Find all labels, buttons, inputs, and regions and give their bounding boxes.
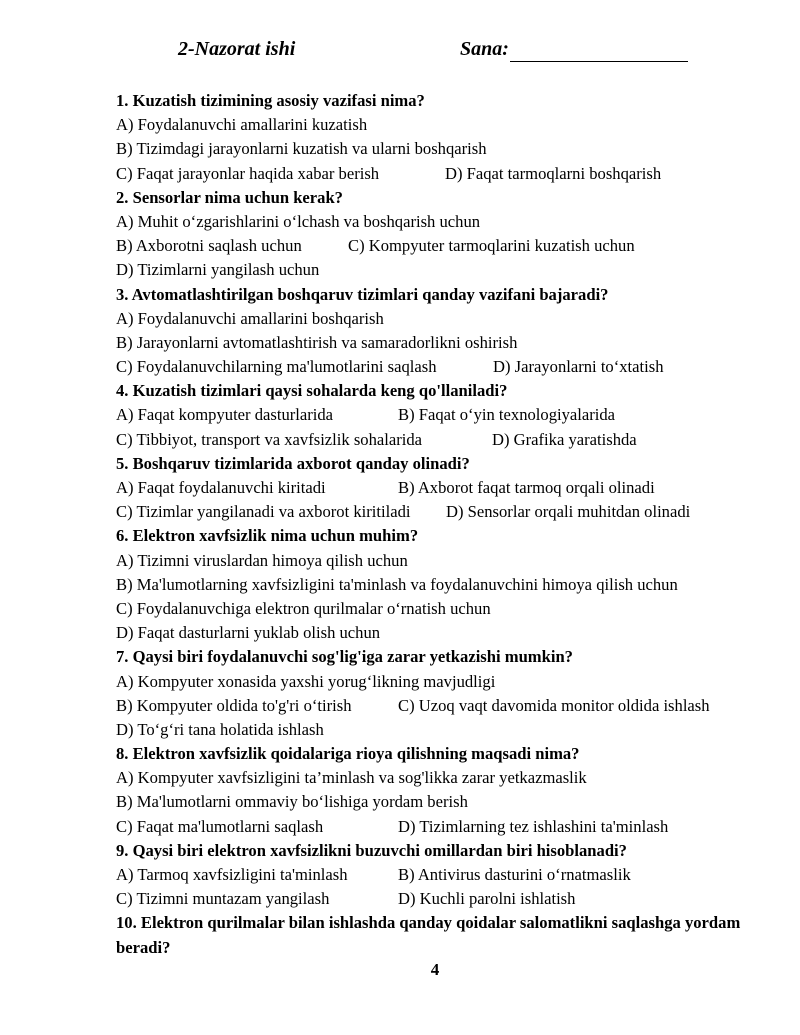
answer-4a: A) Faqat kompyuter dasturlarida [116,405,334,425]
question-1: 1. Kuzatish tizimining asosiy vazifasi nima? [116,91,425,110]
answer-7d: D) To‘g‘ri tana holatida ishlash [116,719,324,739]
answer-1c: C) Faqat jarayonlar haqida xabar berish [116,163,380,183]
question-6: 6. Elektron xavfsizlik nima uchun muhim? [116,526,419,546]
answer-8b: B) Ma'lumotlarni ommaviy bo‘lishiga yordam berish [116,792,468,812]
answer-4c: C) Tibbiyot, transport va xavfsizlik sohalarida [116,429,423,449]
answer-6a: A) Tizimni viruslardan himoya qilish uchun [116,550,408,570]
answer-9b: B) Antivirus dasturini o‘rnatmaslik [398,865,631,884]
answer-2b: B) Axborotni saqlash uchun [116,236,302,256]
answer-row [116,815,756,839]
answer-row [116,234,756,258]
answer-6c: C) Foydalanuvchiga elektron qurilmalar o‘rnatish uchun [116,598,491,618]
answer-row [116,476,756,500]
answer-5a: A) Faqat foydalanuvchi kiritadi [116,478,326,497]
answer-row [116,162,756,186]
answer-8a: A) Kompyuter xavfsizligini ta’minlash va sog'likka zarar yetkazmaslik [116,768,587,788]
answer-9d: D) Kuchli parolni ishlatish [398,889,576,909]
question-10: 10. Elektron qurilmalar bilan ishlashda qanday qoidalar salomatlikni saqlashga yordam beradi? [116,913,741,957]
answer-7b: B) Kompyuter oldida to'g'ri o‘tirish [116,695,352,715]
answer-row [116,863,756,887]
question-2: 2. Sensorlar nima uchun kerak? [116,187,343,207]
answer-6b: B) Ma'lumotlarning xavfsizligini ta'minlash va foydalanuvchini himoya qilish uchun [116,574,678,594]
answer-row [116,500,756,524]
answer-7c: C) Uzoq vaqt davomida monitor oldida ishlash [398,695,710,715]
answer-8c: C) Faqat ma'lumotlarni saqlash [116,816,324,836]
answer-4d: D) Grafika yaratishda [492,429,637,449]
date-blank-line [510,61,688,62]
question-8: 8. Elektron xavfsizlik qoidalariga rioya qilishning maqsadi nima? [116,744,580,764]
answer-5b: B) Axborot faqat tarmoq orqali olinadi [398,478,655,497]
answer-row [116,428,756,452]
answer-4b: B) Faqat o‘yin texnologiyalarida [398,405,616,425]
answer-3c: C) Foydalanuvchilarning ma'lumotlarini saqlash [116,357,437,377]
question-4: 4. Kuzatish tizimlari qaysi sohalarda keng qo'llaniladi? [116,381,508,401]
answer-2a: A) Muhit o‘zgarishlarini o‘lchash va boshqarish uchun [116,211,481,231]
answer-9c: C) Tizimni muntazam yangilash [116,889,330,909]
answer-3b: B) Jarayonlarni avtomatlashtirish va samaradorlikni oshirish [116,332,518,352]
answer-2c: C) Kompyuter tarmoqlarini kuzatish uchun [348,236,635,256]
answer-8d: D) Tizimlarning tez ishlashini ta'minlash [398,816,669,836]
answer-6d: D) Faqat dasturlarni yuklab olish uchun [116,623,381,643]
answer-5d: D) Sensorlar orqali muhitdan olinadi [446,502,691,522]
question-3: 3. Avtomatlashtirilgan boshqaruv tizimlari qanday vazifani bajaradi? [116,284,609,304]
question-7: 7. Qaysi biri foydalanuvchi sog'lig'iga zarar yetkazishi mumkin? [116,647,573,667]
answer-row [116,403,756,427]
question-9: 9. Qaysi biri elektron xavfsizlikni buzuvchi omillardan biri hisoblanadi? [116,840,627,860]
answer-row [116,694,756,718]
page-title: 2-Nazorat ishi [178,38,296,60]
answer-1b: B) Tizimdagi jarayonlarni kuzatish va ularni boshqarish [116,139,487,159]
date-label: Sana: [460,38,509,60]
answer-row [116,887,756,911]
page-number: 4 [430,960,440,979]
question-5: 5. Boshqaruv tizimlarida axborot qanday olinadi? [116,453,470,473]
answer-1a: A) Foydalanuvchi amallarini kuzatish [116,115,368,135]
questions-list [116,89,756,960]
answer-7a: A) Kompyuter xonasida yaxshi yorug‘likning mavjudligi [116,671,496,691]
answer-2d: D) Tizimlarni yangilash uchun [116,260,320,280]
header [0,38,800,66]
answer-1d: D) Faqat tarmoqlarni boshqarish [445,163,662,183]
answer-5c: C) Tizimlar yangilanadi va axborot kiritiladi [116,502,411,522]
answer-3a: A) Foydalanuvchi amallarini boshqarish [116,308,384,328]
answer-row [116,355,756,379]
answer-3d: D) Jarayonlarni to‘xtatish [493,357,664,377]
answer-9a: A) Tarmoq xavfsizligini ta'minlash [116,865,348,884]
